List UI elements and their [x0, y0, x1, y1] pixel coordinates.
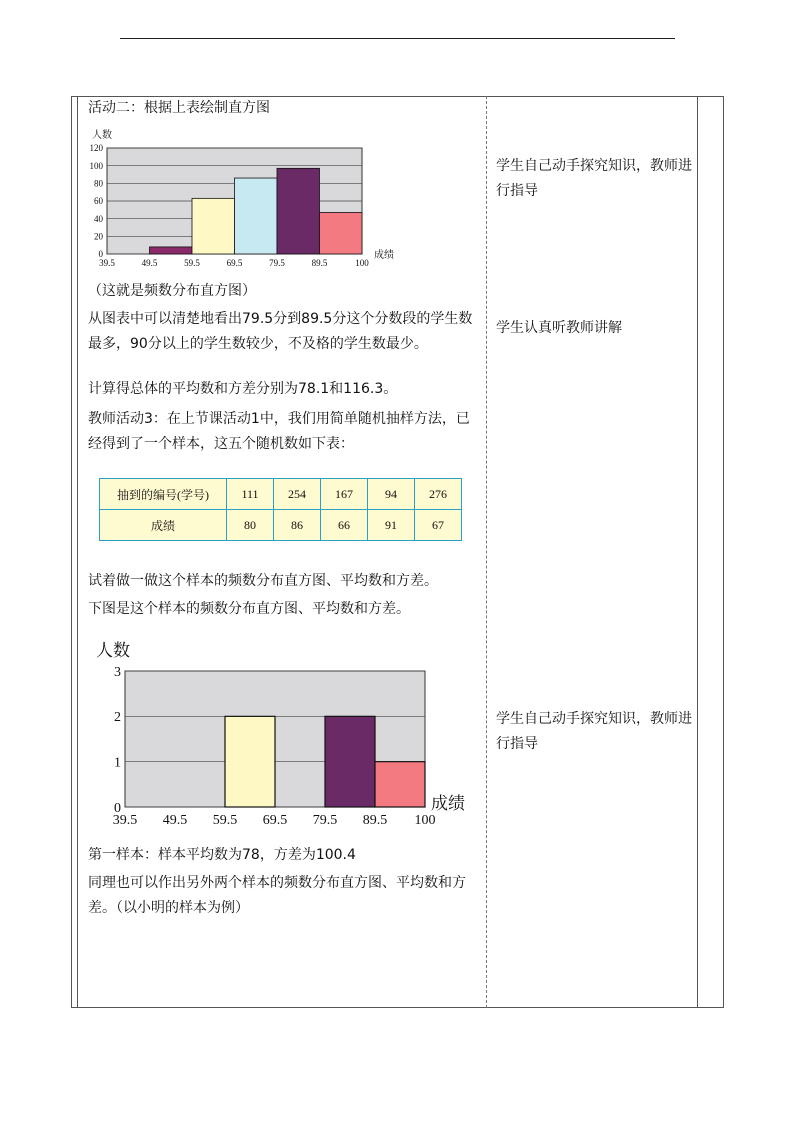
cell-score: 80 — [227, 510, 274, 541]
x-tick-label: 69.5 — [262, 813, 288, 828]
sample-table — [99, 478, 462, 541]
bar — [375, 762, 425, 807]
row-header-id: 抽到的编号(学号) — [100, 479, 227, 510]
x-axis-label: 成绩 — [431, 794, 465, 813]
header-rule — [120, 38, 675, 39]
y-axis-label: 人数 — [96, 641, 130, 660]
right-note-3: 学生自己动手探究知识，教师进行指导 — [496, 711, 692, 752]
bar — [225, 716, 275, 807]
histogram-sample — [90, 636, 480, 836]
bar — [320, 212, 363, 254]
cell-score: 66 — [321, 510, 368, 541]
y-tick-label: 0 — [98, 249, 103, 260]
para-try: 试着做一做这个样本的频数分布直方图、平均数和方差。 — [88, 573, 438, 589]
x-tick-label: 89.5 — [311, 258, 328, 268]
bar — [325, 716, 375, 807]
cell-id: 94 — [368, 479, 415, 510]
bar — [192, 198, 235, 254]
y-tick-label: 2 — [114, 710, 121, 726]
bar — [277, 168, 320, 254]
y-tick-label: 20 — [94, 231, 103, 242]
y-tick-label: 80 — [94, 178, 103, 189]
column-divider — [486, 96, 487, 1008]
cell-id: 167 — [321, 479, 368, 510]
y-tick-label: 3 — [114, 664, 121, 680]
chart1-caption: （这就是频数分布直方图） — [88, 283, 256, 299]
y-tick-label: 120 — [89, 143, 103, 154]
right-note-1: 学生自己动手探究知识，教师进行指导 — [496, 158, 692, 199]
x-axis-label: 成绩 — [374, 250, 394, 261]
para-first-sample: 第一样本：样本平均数为78，方差为100.4 — [88, 847, 356, 863]
histogram-population — [82, 124, 412, 269]
y-tick-label: 100 — [89, 160, 103, 171]
row-header-score: 成绩 — [100, 510, 227, 541]
table-row — [100, 510, 462, 541]
cell-id: 111 — [227, 479, 274, 510]
x-tick-label: 59.5 — [184, 258, 200, 268]
cell-id: 254 — [274, 479, 321, 510]
cell-score: 91 — [368, 510, 415, 541]
activity-heading: 活动二：根据上表绘制直方图 — [88, 100, 270, 116]
para-below: 下图是这个样本的频数分布直方图、平均数和方差。 — [88, 601, 410, 617]
cell-id: 276 — [415, 479, 462, 510]
x-tick-label: 49.5 — [141, 258, 158, 268]
x-tick-label: 79.5 — [312, 813, 338, 828]
frame-inner-left — [77, 96, 78, 1008]
x-tick-label: 100 — [414, 813, 436, 828]
x-tick-label: 39.5 — [112, 813, 138, 828]
frame-inner-right — [697, 96, 698, 1008]
x-tick-label: 49.5 — [162, 813, 188, 828]
y-tick-label: 0 — [114, 800, 121, 816]
y-tick-label: 1 — [114, 755, 121, 771]
cell-score: 86 — [274, 510, 321, 541]
right-note-2: 学生认真听教师讲解 — [496, 320, 622, 336]
x-tick-label: 69.5 — [226, 258, 243, 268]
x-tick-label: 100 — [355, 258, 369, 268]
y-tick-label: 40 — [94, 213, 103, 224]
para-mean-variance: 计算得总体的平均数和方差分别为78.1和116.3。 — [88, 381, 398, 397]
para-teacher-activity: 教师活动3：在上节课活动1中，我们用简单随机抽样方法，已经得到了一个样本，这五个随机数如下表： — [88, 411, 470, 452]
para-other-samples: 同理也可以作出另外两个样本的频数分布直方图、平均数和方差。（以小明的样本为例） — [88, 875, 466, 916]
para-analysis: 从图表中可以清楚地看出79.5分到89.5分这个分数段的学生数最多，90分以上的学生数较少，不及格的学生数最少。 — [88, 311, 473, 352]
bar — [235, 178, 278, 254]
y-tick-label: 60 — [94, 196, 103, 207]
x-tick-label: 59.5 — [212, 813, 238, 828]
x-tick-label: 89.5 — [362, 813, 388, 828]
x-tick-label: 39.5 — [99, 258, 115, 268]
bar — [150, 247, 193, 254]
table-row — [100, 479, 462, 510]
x-tick-label: 79.5 — [269, 258, 285, 268]
cell-score: 67 — [415, 510, 462, 541]
y-axis-label: 人数 — [92, 130, 112, 141]
